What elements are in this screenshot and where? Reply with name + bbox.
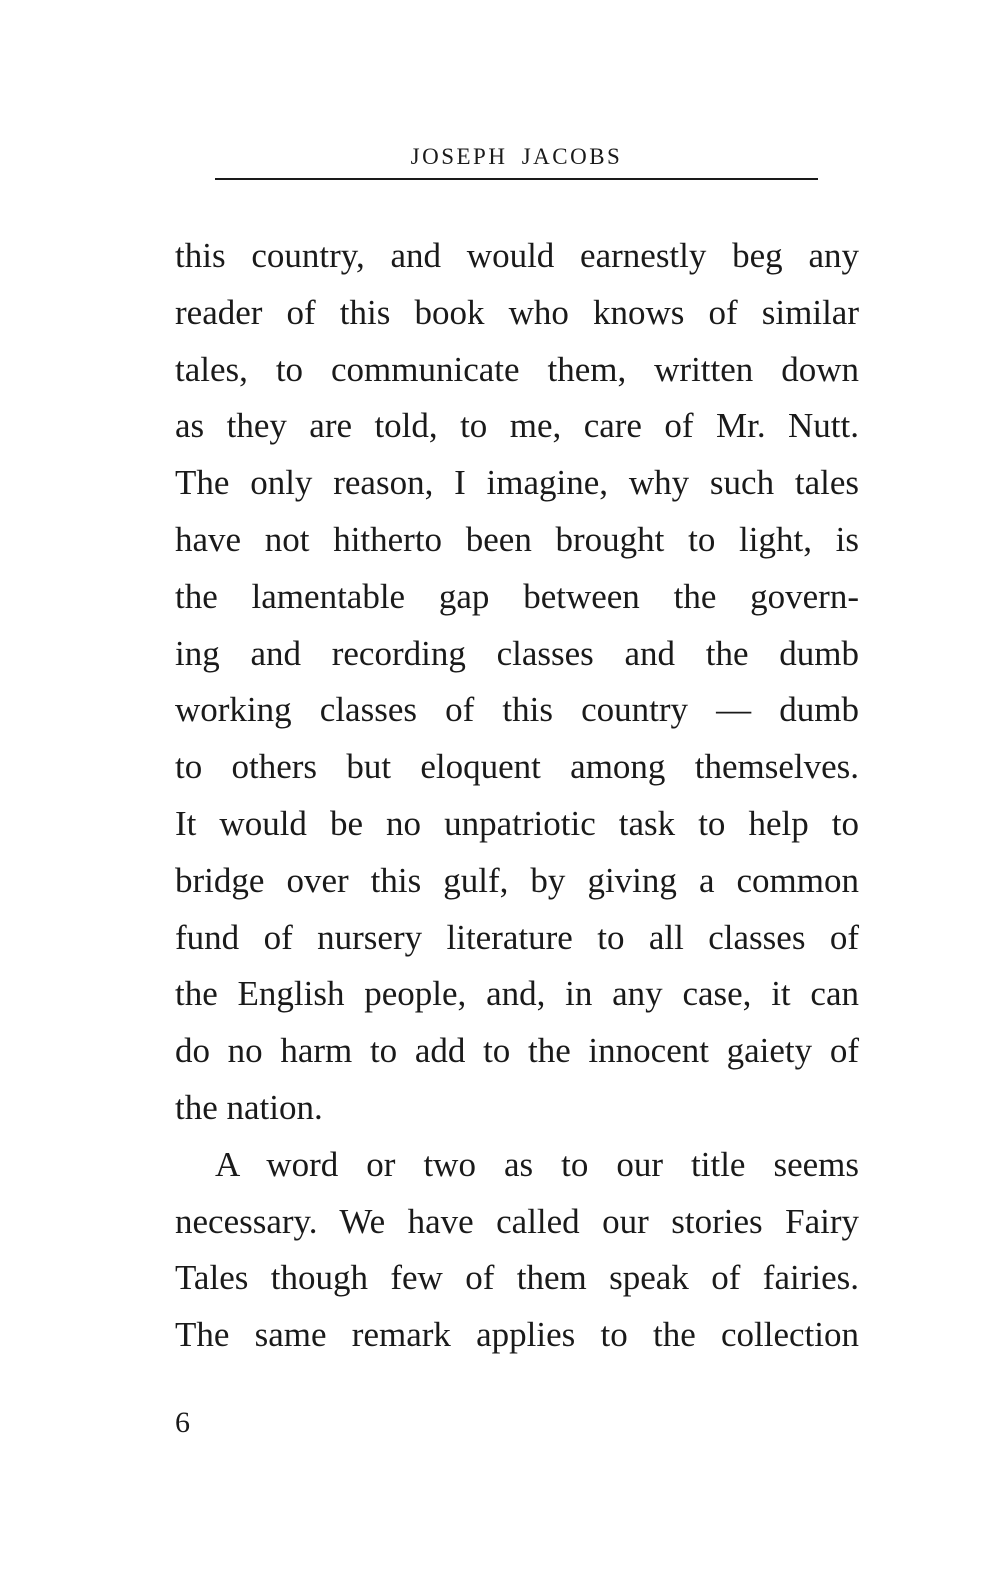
page-number: 6 [175,1406,190,1439]
text-line: this country, and would earnestly beg any [175,236,859,275]
text-line: the lamentable gap between the govern- [175,576,859,616]
text-line: ing and recording classes and the dumb [175,633,859,673]
text-line: fund of nursery literature to all classes of [175,917,859,957]
text-line: The only reason, I imagine, why such tales [175,463,859,503]
text-line: do no harm to add to the innocent gaiety of [175,1031,859,1071]
text-line: as they are told, to me, care of Mr. Nutt. [175,406,859,446]
paragraph-last-line: the nation. [175,1087,323,1127]
text-line: Tales though few of them speak of fairies. [175,1258,859,1298]
text-line: The same remark applies to the collection [175,1315,859,1355]
text-line: bridge over this gulf, by giving a common [175,860,859,900]
text-line: have not hitherto been brought to light, is [175,519,859,559]
text-line: necessary. We have called our stories Fairy [175,1201,859,1241]
body-text [175,228,859,1364]
paragraph-first-line: A word or two as to our title seems [215,1144,859,1184]
text-line: to others but eloquent among themselves. [175,747,859,787]
text-line: reader of this book who knows of similar [175,292,859,332]
text-line: the English people, and, in any case, it can [175,974,859,1014]
text-line: tales, to communicate them, written down [175,349,859,389]
header-rule [215,178,818,180]
text-line: working classes of this country — dumb [175,690,859,730]
running-head: JOSEPH JACOBS [410,144,623,169]
text-line: It would be no unpatriotic task to help to [175,803,859,843]
